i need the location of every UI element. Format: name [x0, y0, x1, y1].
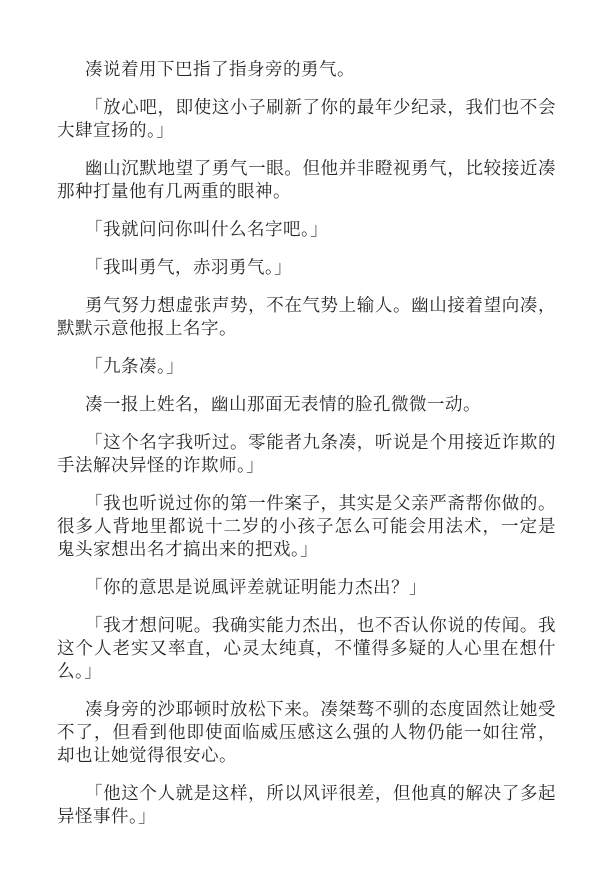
paragraph: 「九条凑。」 — [85, 356, 185, 376]
paragraph: 「你的意思是说風评差就证明能力杰出？」 — [85, 577, 427, 597]
paragraph: 「我就问问你叫什么名字吧。」 — [85, 219, 329, 239]
paragraph: 凑一报上姓名，幽山那面无表情的脸孔微微一动。 — [85, 394, 481, 414]
paragraph: 「这个名字我听过。零能者九条凑，听说是个用接近诈欺的手法解决异怪的诈欺师。」 — [57, 432, 556, 475]
paragraph: 凑说着用下巴指了指身旁的勇气。 — [85, 59, 355, 79]
paragraph: 幽山沉默地望了勇气一眼。但他并非瞪视勇气，比较接近凑那种打量他有几两重的眼神。 — [57, 158, 556, 201]
paragraph: 凑身旁的沙耶顿时放松下来。凑桀骜不驯的态度固然让她受不了，但看到他即使面临威压感这么强的人物仍能一如往常，却也让她觉得很安心。 — [57, 699, 556, 765]
paragraph: 「我才想问呢。我确实能力杰出，也不否认你说的传闻。我这个人老实又率直，心灵太纯真，不懂得多疑的人心里在想什么。」 — [57, 615, 556, 681]
paragraph: 「放心吧，即使这小子刷新了你的最年少纪录，我们也不会大肆宣扬的。」 — [57, 97, 556, 140]
paragraph: 「我也听说过你的第一件案子，其实是父亲严斋帮你做的。很多人背地里都说十二岁的小孩子怎么可能会用法术，一定是鬼头家想出名才搞出来的把戏。」 — [57, 493, 556, 559]
paragraph: 勇气努力想虚张声势，不在气势上输人。幽山接着望向凑，默默示意他报上名字。 — [57, 295, 556, 338]
paragraph: 「我叫勇气，赤羽勇气。」 — [85, 257, 293, 277]
paragraph: 「他这个人就是这样，所以风评很差，但他真的解决了多起异怪事件。」 — [57, 783, 556, 826]
text-block — [57, 58, 556, 828]
